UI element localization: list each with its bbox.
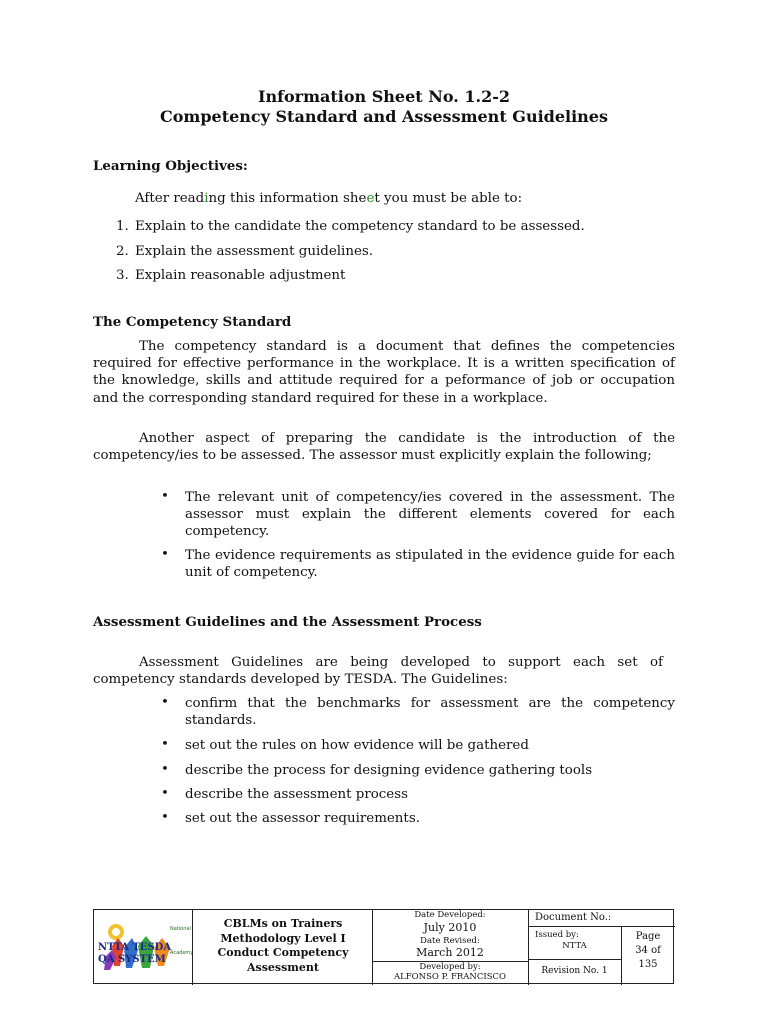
bullet-icon: • <box>161 737 169 752</box>
objective-item: Explain reasonable adjustment <box>135 268 346 283</box>
logo-text-line2: QA SYSTEM <box>98 954 166 965</box>
bullet-icon: • <box>161 547 169 562</box>
competency-standard-paragraph: The competency standard is a document that defines the competencies required for effective performance in the workplace. It is a written specification of the knowledge, skills and attitude required for a peformance of job or occupation and the corresponding standard required for these in a workplace. <box>93 339 675 406</box>
document-number-label: Document No.: <box>535 912 612 923</box>
bullet-icon: • <box>161 810 169 825</box>
revision-number: Revision No. 1 <box>541 966 608 976</box>
sheet-subtitle: Competency Standard and Assessment Guidelines <box>159 107 608 126</box>
date-developed: July 2010 <box>423 921 477 934</box>
developed-by-label: Developed by: <box>419 962 481 972</box>
candidate-preparation-paragraph: Another aspect of preparing the candidate is the introduction of the competency/ies to be assessed. The assessor must explicitly explain the following; <box>93 431 675 464</box>
course-title: CBLMs on Trainers Methodology Level I Conduct Competency Assessment <box>217 917 349 974</box>
objective-item: Explain the assessment guidelines. <box>135 244 374 259</box>
assessment-guidelines-heading: Assessment Guidelines and the Assessment Process <box>93 614 482 630</box>
learning-objectives-heading: Learning Objectives: <box>93 158 248 174</box>
page-number: 34 of <box>635 945 661 956</box>
page-label: Page <box>635 931 661 942</box>
issued-by: NTTA <box>562 941 587 951</box>
objective-item: Explain to the candidate the competency standard to be assessed. <box>135 219 585 234</box>
assessment-guidelines-paragraph: Assessment Guidelines are being developed to support each set of competency standards developed by TESDA. The Guidelines: <box>93 655 663 688</box>
date-revised: March 2012 <box>416 946 484 959</box>
bullet-item: set out the rules on how evidence will be gathered <box>185 738 529 753</box>
objective-number: 2. <box>116 244 129 259</box>
developed-by: ALFONSO P. FRANCISCO <box>393 972 506 982</box>
bullet-item: confirm that the benchmarks for assessment are the competency standards. <box>185 696 675 729</box>
logo-side-text1: National <box>170 926 191 932</box>
sheet-title: Information Sheet No. 1.2-2 <box>257 87 510 106</box>
ntta-tesda-logo <box>98 916 216 978</box>
document-footer-table <box>93 909 674 984</box>
issued-by-label: Issued by: <box>535 930 579 940</box>
bullet-icon: • <box>161 695 169 710</box>
objectives-intro: After reading this information sheet you must be able to: <box>135 191 523 206</box>
logo-text-line1: NTTA TESDA <box>98 942 172 953</box>
bullet-item: describe the assessment process <box>185 787 408 802</box>
bullet-item: The evidence requirements as stipulated in the evidence guide for each unit of competency. <box>185 548 675 581</box>
bullet-icon: • <box>161 762 169 777</box>
logo-side-text2: Academy <box>170 950 194 956</box>
bullet-item: The relevant unit of competency/ies covered in the assessment. The assessor must explain the different elements covered for each competency. <box>185 490 675 540</box>
bullet-icon: • <box>161 786 169 801</box>
competency-standard-heading: The Competency Standard <box>93 314 292 330</box>
date-developed-label: Date Developed: <box>414 910 486 920</box>
objective-number: 3. <box>116 268 129 283</box>
date-revised-label: Date Revised: <box>420 936 480 946</box>
objective-number: 1. <box>116 219 129 234</box>
bullet-item: set out the assessor requirements. <box>185 811 420 826</box>
bullet-item: describe the process for designing evidence gathering tools <box>185 763 593 778</box>
page-total: 135 <box>638 959 658 970</box>
bullet-icon: • <box>161 489 169 504</box>
